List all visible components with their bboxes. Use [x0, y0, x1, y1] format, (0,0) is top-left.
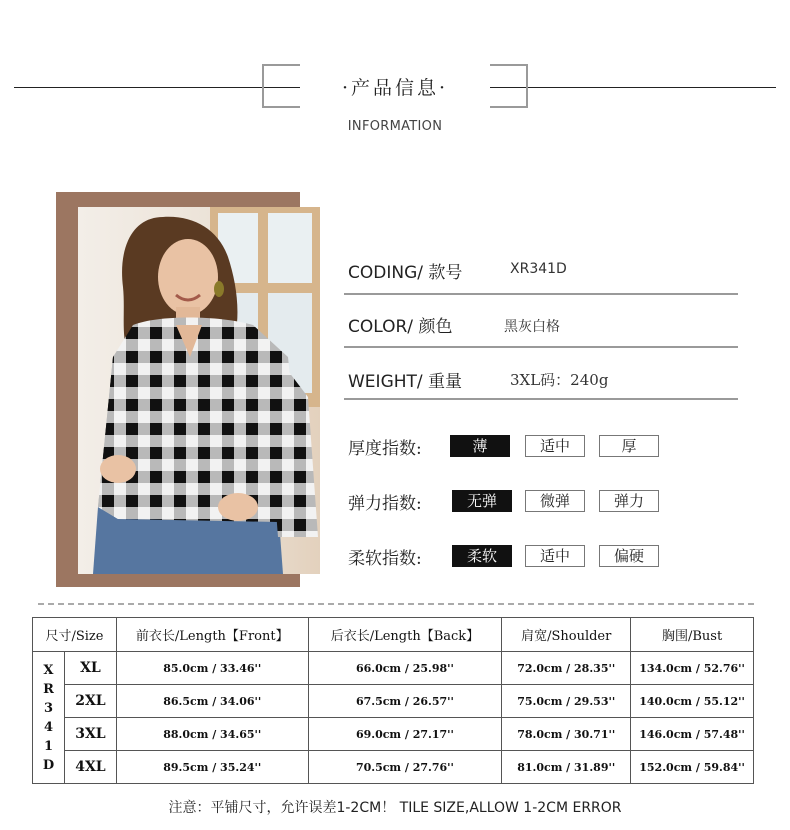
elasticity-label: 弹力指数: — [348, 494, 422, 514]
header-back-length: 后衣长/Length【Back】 — [308, 618, 502, 652]
elasticity-option-none: 无弹 — [452, 490, 512, 512]
color-label: COLOR/ 颜色 — [348, 317, 453, 337]
softness-option-stiff: 偏硬 — [599, 545, 659, 567]
product-photo — [78, 207, 320, 574]
header-size: 尺寸/Size — [33, 618, 117, 652]
bust-cell: 146.0cm / 57.48'' — [631, 718, 754, 751]
bust-cell: 134.0cm / 52.76'' — [631, 652, 754, 685]
color-value: 黑灰白格 — [504, 319, 560, 335]
model-illustration — [78, 207, 320, 574]
weight-label: WEIGHT/ 重量 — [348, 372, 463, 392]
thickness-label: 厚度指数: — [348, 439, 422, 459]
front-length-cell: 89.5cm / 35.24'' — [116, 751, 308, 784]
softness-option-soft: 柔软 — [452, 545, 512, 567]
elasticity-option-slight: 微弹 — [525, 490, 585, 512]
thickness-option-medium: 适中 — [525, 435, 585, 457]
header-title: ·产品信息· — [341, 77, 449, 99]
table-row — [33, 652, 754, 685]
shoulder-cell: 81.0cm / 31.89'' — [502, 751, 631, 784]
size-cell: XL — [64, 652, 116, 685]
header-shoulder: 肩宽/Shoulder — [502, 618, 631, 652]
table-header-row — [33, 618, 754, 652]
front-length-cell: 85.0cm / 33.46'' — [116, 652, 308, 685]
size-cell: 3XL — [64, 718, 116, 751]
model-code-cell — [33, 652, 65, 784]
thickness-option-thick: 厚 — [599, 435, 659, 457]
size-cell: 2XL — [64, 685, 116, 718]
table-row — [33, 751, 754, 784]
bust-cell: 140.0cm / 55.12'' — [631, 685, 754, 718]
divider — [344, 346, 738, 348]
divider — [344, 293, 738, 295]
table-row — [33, 685, 754, 718]
model-code: X R 3 4 1 D — [42, 662, 55, 773]
back-length-cell: 70.5cm / 27.76'' — [308, 751, 502, 784]
softness-option-medium: 适中 — [525, 545, 585, 567]
bust-cell: 152.0cm / 59.84'' — [631, 751, 754, 784]
coding-label: CODING/ 款号 — [348, 263, 463, 283]
front-length-cell: 88.0cm / 34.65'' — [116, 718, 308, 751]
shoulder-cell: 75.0cm / 29.53'' — [502, 685, 631, 718]
shoulder-cell: 78.0cm / 30.71'' — [502, 718, 631, 751]
back-length-cell: 67.5cm / 26.57'' — [308, 685, 502, 718]
header-front-length: 前衣长/Length【Front】 — [116, 618, 308, 652]
shoulder-cell: 72.0cm / 28.35'' — [502, 652, 631, 685]
header-subtitle: INFORMATION — [347, 119, 443, 134]
back-length-cell: 69.0cm / 27.17'' — [308, 718, 502, 751]
softness-label: 柔软指数: — [348, 549, 422, 569]
coding-value: XR341D — [510, 261, 567, 277]
divider — [344, 398, 738, 400]
front-length-cell: 86.5cm / 34.06'' — [116, 685, 308, 718]
header-bust: 胸围/Bust — [631, 618, 754, 652]
size-table — [32, 617, 754, 784]
weight-value: 3XL码：240g — [510, 371, 609, 389]
back-length-cell: 66.0cm / 25.98'' — [308, 652, 502, 685]
dashed-divider — [38, 603, 754, 605]
size-note: 注意：平铺尺寸，允许误差1-2CM！ TILE SIZE,ALLOW 1-2CM ERROR — [168, 800, 622, 816]
size-cell: 4XL — [64, 751, 116, 784]
thickness-option-thin: 薄 — [450, 435, 510, 457]
elasticity-option-stretch: 弹力 — [599, 490, 659, 512]
table-row — [33, 718, 754, 751]
